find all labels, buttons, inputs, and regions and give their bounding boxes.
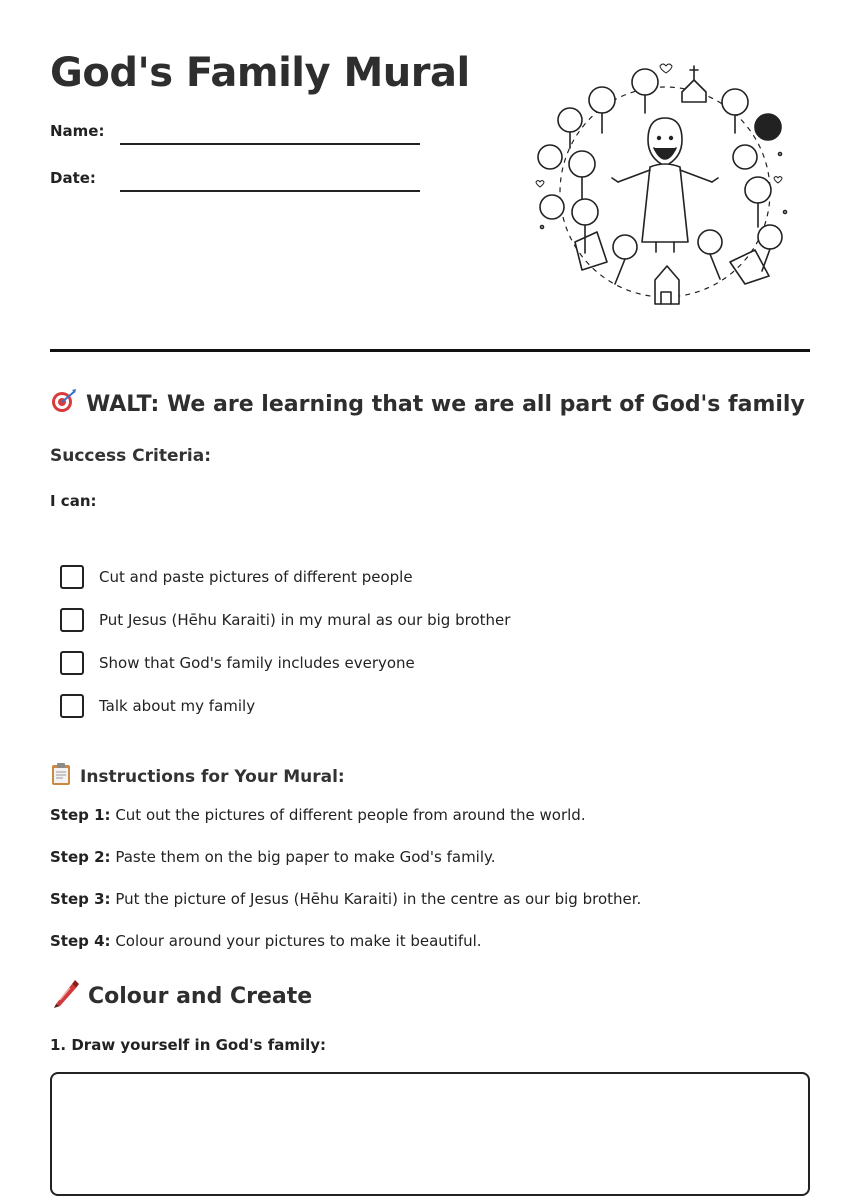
header-divider xyxy=(50,349,810,352)
criteria-text: Show that God's family includes everyone xyxy=(99,653,415,672)
success-criteria-list xyxy=(60,555,510,727)
clipboard-icon xyxy=(50,762,72,791)
family-circle-illustration xyxy=(530,52,800,317)
instructions-steps xyxy=(50,806,810,974)
step-label: Step 2: xyxy=(50,848,111,866)
date-label: Date: xyxy=(50,169,96,187)
draw-prompt: 1. Draw yourself in God's family: xyxy=(50,1036,327,1054)
instruction-step xyxy=(50,890,810,932)
i-can-label: I can: xyxy=(50,492,97,510)
step-text: Colour around your pictures to make it beautiful. xyxy=(115,932,482,950)
step-text: Put the picture of Jesus (Hēhu Karaiti) in the centre as our big brother. xyxy=(115,890,642,908)
criteria-text: Talk about my family xyxy=(99,696,256,715)
colour-create-text: Colour and Create xyxy=(88,983,313,1009)
drawing-box[interactable] xyxy=(50,1072,810,1196)
step-label: Step 3: xyxy=(50,890,111,908)
instructions-heading xyxy=(50,762,345,791)
step-text: Cut out the pictures of different people from around the world. xyxy=(115,806,586,824)
criteria-checkbox[interactable] xyxy=(60,694,84,718)
instructions-heading-text: Instructions for Your Mural: xyxy=(80,766,345,787)
crayon-icon xyxy=(50,978,80,1014)
criteria-checkbox[interactable] xyxy=(60,565,84,589)
instruction-step xyxy=(50,848,810,890)
step-text: Paste them on the big paper to make God's family. xyxy=(115,848,496,866)
target-icon xyxy=(50,388,78,420)
instruction-step xyxy=(50,806,810,848)
success-criteria-heading: Success Criteria: xyxy=(50,446,212,466)
criteria-text: Cut and paste pictures of different people xyxy=(99,567,413,586)
criteria-item xyxy=(60,598,510,641)
name-label: Name: xyxy=(50,122,105,140)
date-field[interactable] xyxy=(120,190,420,192)
criteria-item xyxy=(60,684,510,727)
worksheet-page xyxy=(50,0,810,1161)
colour-create-heading xyxy=(50,978,312,1014)
criteria-text: Put Jesus (Hēhu Karaiti) in my mural as our big brother xyxy=(99,610,511,629)
criteria-checkbox[interactable] xyxy=(60,651,84,675)
instruction-step xyxy=(50,932,810,974)
criteria-item xyxy=(60,641,510,684)
name-field[interactable] xyxy=(120,143,420,145)
step-label: Step 1: xyxy=(50,806,111,824)
walt-text: WALT: We are learning that we are all part of God's family xyxy=(86,391,805,417)
walt-heading xyxy=(50,388,805,420)
criteria-item xyxy=(60,555,510,598)
criteria-checkbox[interactable] xyxy=(60,608,84,632)
jesus-figure xyxy=(612,118,718,252)
page-title: God's Family Mural xyxy=(50,50,470,96)
step-label: Step 4: xyxy=(50,932,111,950)
